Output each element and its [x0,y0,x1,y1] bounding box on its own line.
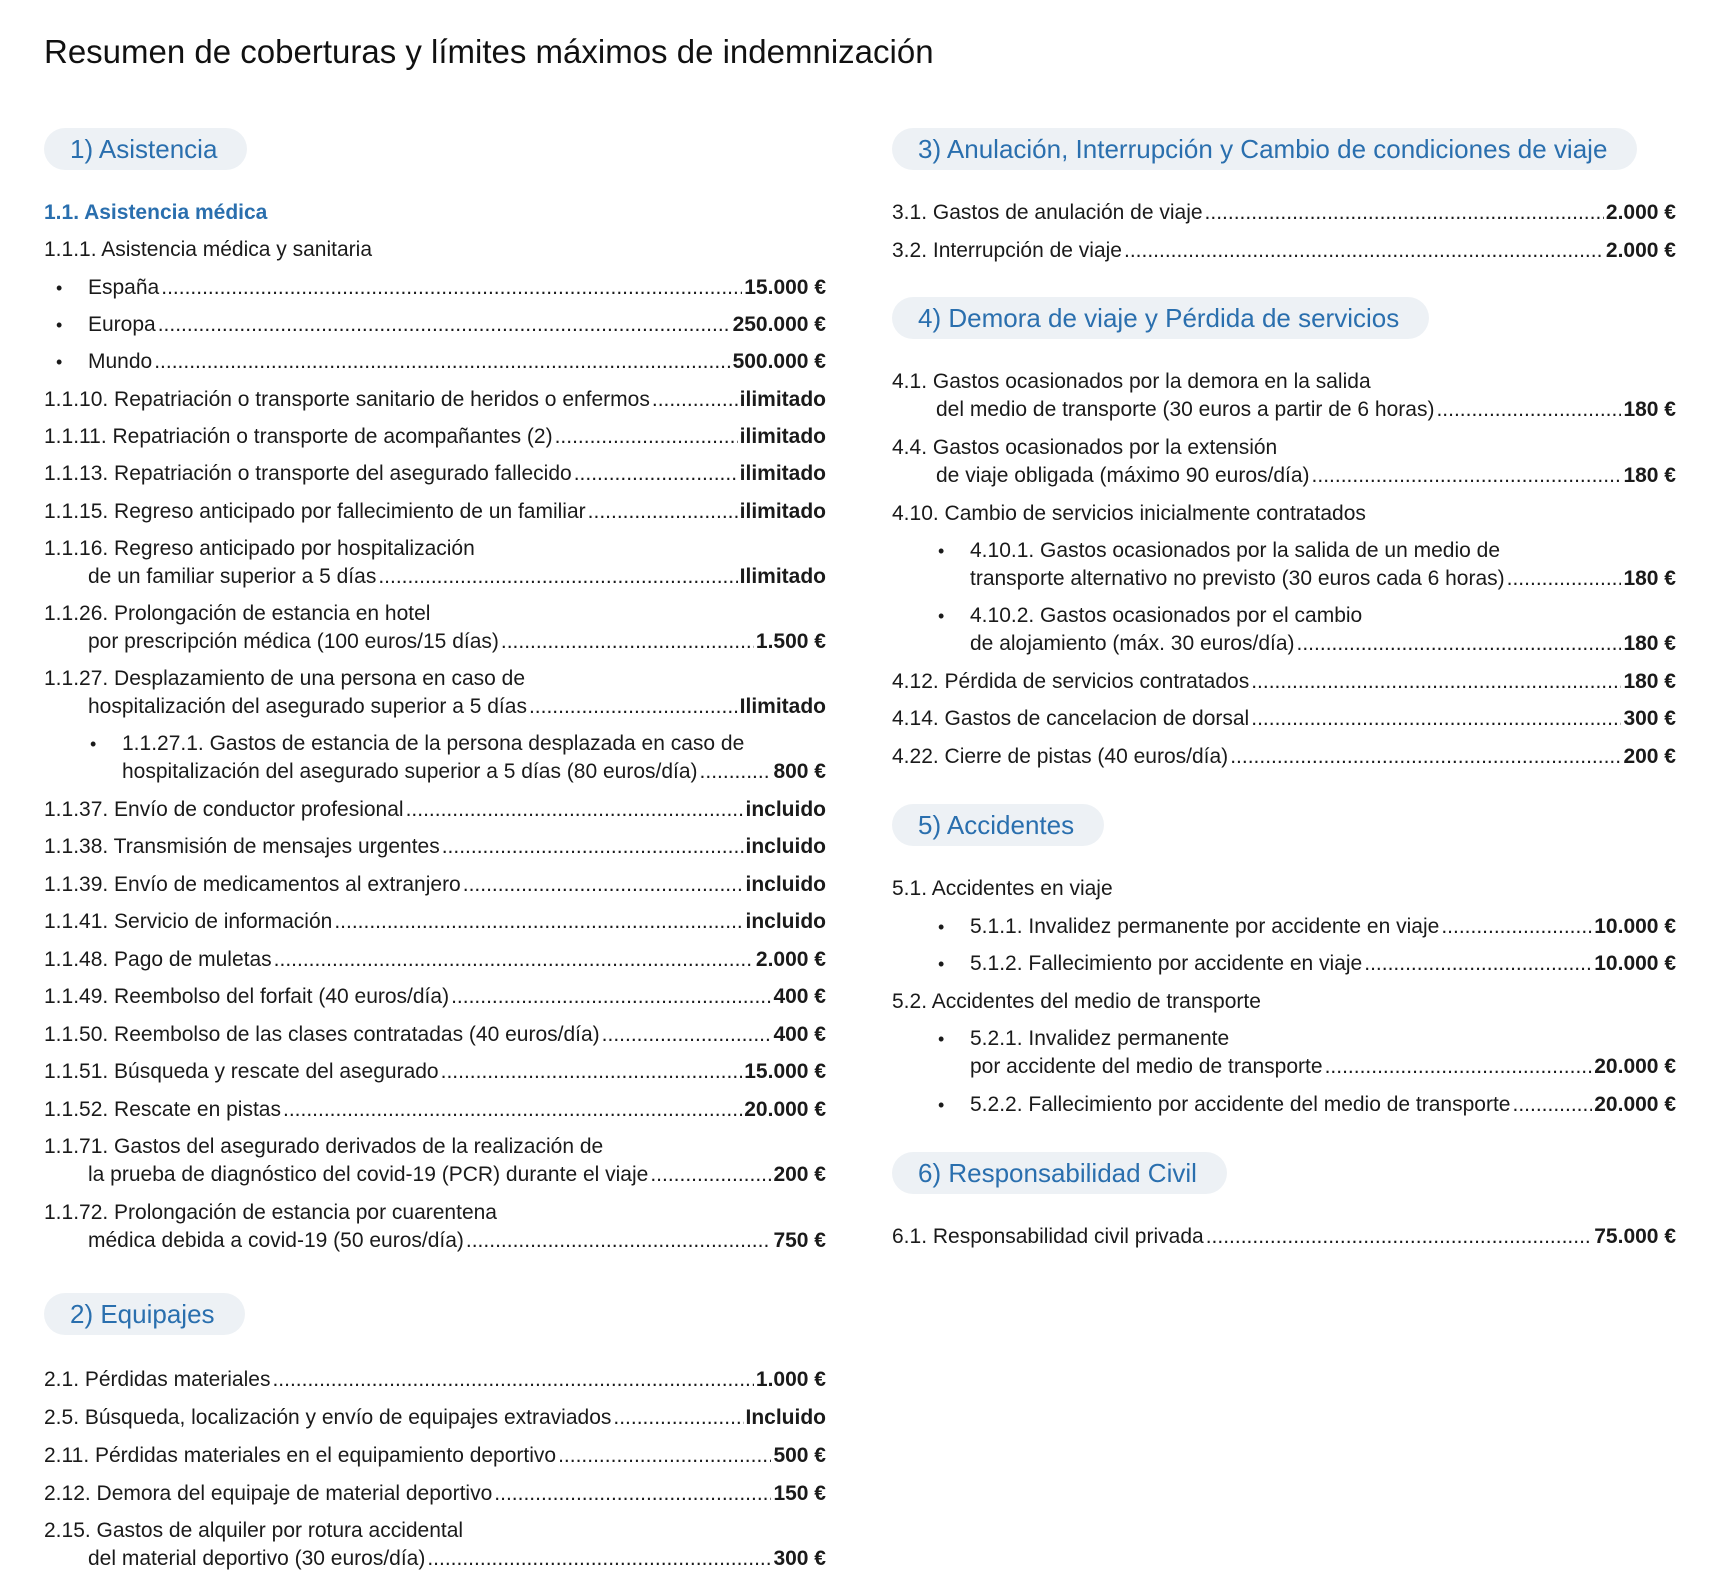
coverage-item-1-1-52: 1.1.52. Rescate en pistas ..... 20.000 € [44,1095,826,1125]
subsection-heading-asistencia-medica: 1.1. Asistencia médica [44,201,268,224]
coverage-item-1-1-51: 1.1.51. Búsqueda y rescate del asegurado ..... 15.000 € [44,1057,826,1087]
coverage-item-1-1-49: 1.1.49. Reembolso del forfait (40 euros/día) ..... 400 € [44,982,826,1012]
section-heading-demora: 4) Demora de viaje y Pérdida de servicios [892,297,1429,339]
coverage-item-4-4: de viaje obligada (máximo 90 euros/día) ..... 180 € [936,461,1676,491]
bullet-icon: • [90,734,97,754]
coverage-item-4-1-line1: 4.1. Gastos ocasionados por la demora en la salida [892,370,1371,393]
coverage-item-2-15-line1: 2.15. Gastos de alquiler por rotura accidental [44,1519,464,1542]
coverage-item-3-2: 3.2. Interrupción de viaje ..... 2.000 € [892,236,1676,266]
coverage-item-1-1-27-line1: 1.1.27. Desplazamiento de una persona en caso de [44,667,526,690]
coverage-item-3-1: 3.1. Gastos de anulación de viaje ..... 2.000 € [892,198,1676,228]
coverage-item-4-10-1: transporte alternativo no previsto (30 euros cada 6 horas) ..... 180 € [970,564,1676,594]
coverage-item-2-12: 2.12. Demora del equipaje de material deportivo ..... 150 € [44,1479,826,1509]
section-heading-equipajes: 2) Equipajes [44,1293,245,1335]
coverage-item-1-1-71-line1: 1.1.71. Gastos del asegurado derivados de la realización de [44,1135,604,1158]
coverage-item-4-4-line1: 4.4. Gastos ocasionados por la extensión [892,436,1278,459]
coverage-item-2-15: del material deportivo (30 euros/día) ..... 300 € [88,1544,826,1574]
coverage-item-5-2-1: por accidente del medio de transporte ..... 20.000 € [970,1052,1676,1082]
coverage-item-1-1-27: hospitalización del asegurado superior a 5 días ..... Ilimitado [88,692,826,722]
coverage-item-europa: • Europa ..... 250.000 € [88,310,826,340]
coverage-item-1-1-50: 1.1.50. Reembolso de las clases contratadas (40 euros/día) ..... 400 € [44,1020,826,1050]
coverage-item-1-1-15: 1.1.15. Regreso anticipado por fallecimiento de un familiar ..... ilimitado [44,497,826,527]
bullet-icon: • [938,606,945,626]
coverage-item-4-1: del medio de transporte (30 euros a partir de 6 horas) ..... 180 € [936,395,1676,425]
coverage-item-2-5: 2.5. Búsqueda, localización y envío de equipajes extraviados ..... Incluido [44,1403,826,1433]
coverage-item-1-1-16-line1: 1.1.16. Regreso anticipado por hospitalización [44,537,475,560]
coverage-item-1-1-27-1: hospitalización del asegurado superior a 5 días (80 euros/día) ..... 800 € [122,757,826,787]
coverage-item-6-1: 6.1. Responsabilidad civil privada ..... 75.000 € [892,1222,1676,1252]
bullet-icon: • [938,954,945,974]
bullet-icon: • [56,352,63,372]
section-heading-accidentes: 5) Accidentes [892,804,1104,846]
coverage-item-1-1-38: 1.1.38. Transmisión de mensajes urgentes ..... incluido [44,832,826,862]
coverage-item-1-1-26-line1: 1.1.26. Prolongación de estancia en hotel [44,602,431,625]
coverage-item-1-1-16: de un familiar superior a 5 días ..... Ilimitado [88,562,826,592]
coverage-item-4-12: 4.12. Pérdida de servicios contratados ..... 180 € [892,667,1676,697]
bullet-icon: • [938,541,945,561]
bullet-icon: • [938,1029,945,1049]
coverage-item-2-1: 2.1. Pérdidas materiales ..... 1.000 € [44,1365,826,1395]
coverage-item-4-10-2-line1: • 4.10.2. Gastos ocasionados por el cambio [970,601,1676,631]
coverage-item-1-1-1: 1.1.1. Asistencia médica y sanitaria [44,238,373,261]
bullet-icon: • [938,917,945,937]
coverage-item-1-1-72-line1: 1.1.72. Prolongación de estancia por cuarentena [44,1201,497,1224]
section-heading-asistencia: 1) Asistencia [44,128,247,170]
coverage-item-1-1-11: 1.1.11. Repatriación o transporte de acompañantes (2) ..... ilimitado [44,422,826,452]
section-heading-anulacion: 3) Anulación, Interrupción y Cambio de condiciones de viaje [892,128,1637,170]
section-heading-responsabilidad-civil: 6) Responsabilidad Civil [892,1152,1227,1194]
coverage-item-1-1-27-1-line1: • 1.1.27.1. Gastos de estancia de la persona desplazada en caso de [122,729,826,759]
coverage-item-1-1-72: médica debida a covid-19 (50 euros/día) ..... 750 € [88,1226,826,1256]
coverage-item-5-1-2: • 5.1.2. Fallecimiento por accidente en viaje ..... 10.000 € [970,949,1676,979]
coverage-item-5-2: 5.2. Accidentes del medio de transporte [892,990,1261,1013]
page-title: Resumen de coberturas y límites máximos de indemnización [44,33,934,70]
coverage-item-1-1-37: 1.1.37. Envío de conductor profesional ..... incluido [44,795,826,825]
coverage-item-espana: • España ..... 15.000 € [88,273,826,303]
bullet-icon: • [56,278,63,298]
coverage-item-1-1-48: 1.1.48. Pago de muletas ..... 2.000 € [44,945,826,975]
coverage-item-5-2-1-line1: • 5.2.1. Invalidez permanente [970,1024,1676,1054]
coverage-item-1-1-10: 1.1.10. Repatriación o transporte sanitario de heridos o enfermos ..... ilimitado [44,385,826,415]
coverage-item-1-1-71: la prueba de diagnóstico del covid-19 (PCR) durante el viaje ..... 200 € [88,1160,826,1190]
coverage-item-1-1-13: 1.1.13. Repatriación o transporte del asegurado fallecido ..... ilimitado [44,459,826,489]
coverage-item-1-1-39: 1.1.39. Envío de medicamentos al extranjero ..... incluido [44,870,826,900]
coverage-item-2-11: 2.11. Pérdidas materiales en el equipamiento deportivo ..... 500 € [44,1441,826,1471]
coverage-item-mundo: • Mundo ..... 500.000 € [88,347,826,377]
bullet-icon: • [56,315,63,335]
coverage-item-4-22: 4.22. Cierre de pistas (40 euros/día) ..... 200 € [892,742,1676,772]
coverage-item-5-1: 5.1. Accidentes en viaje [892,877,1113,900]
coverage-item-4-10-1-line1: • 4.10.1. Gastos ocasionados por la salida de un medio de [970,536,1676,566]
coverage-item-4-10: 4.10. Cambio de servicios inicialmente contratados [892,502,1366,525]
coverage-item-5-2-2: • 5.2.2. Fallecimiento por accidente del medio de transporte ..... 20.000 € [970,1090,1676,1120]
coverage-item-1-1-41: 1.1.41. Servicio de información ..... incluido [44,907,826,937]
coverage-item-4-10-2: de alojamiento (máx. 30 euros/día) ..... 180 € [970,629,1676,659]
coverage-item-5-1-1: • 5.1.1. Invalidez permanente por accidente en viaje ..... 10.000 € [970,912,1676,942]
coverage-item-4-14: 4.14. Gastos de cancelacion de dorsal ..... 300 € [892,704,1676,734]
bullet-icon: • [938,1095,945,1115]
coverage-item-1-1-26: por prescripción médica (100 euros/15 días) ..... 1.500 € [88,627,826,657]
